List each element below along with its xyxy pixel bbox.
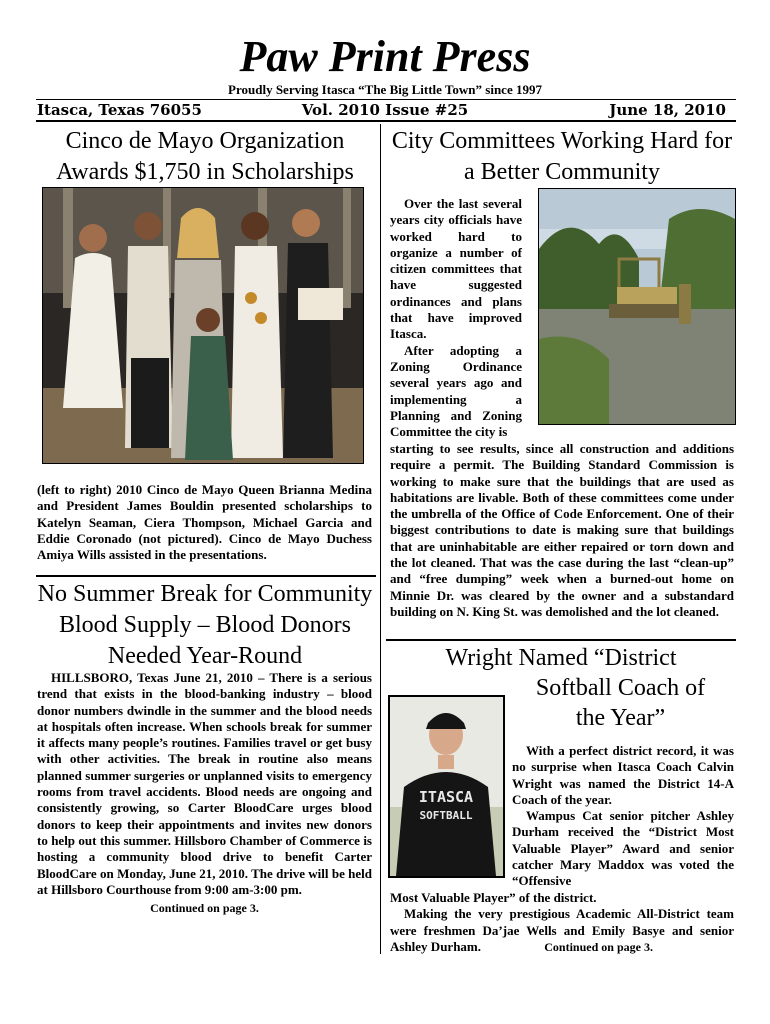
cinco-headline: Cinco de Mayo Organization Awards $1,750 in Scholarships: [56, 128, 354, 185]
newspaper-title: Paw Print Press: [239, 32, 531, 81]
wright-body-wide: [390, 890, 734, 955]
coach-portrait-image: [390, 697, 503, 876]
wright-paragraph-2a: Wampus Cat senior pitcher Ashley Durham received the “District Most Valuable Player” Award and senior catcher Mary Maddox was voted the “Offensive: [512, 808, 734, 889]
cinco-photo: [42, 187, 364, 464]
wright-continued: Continued on page 3.: [544, 939, 653, 954]
blood-paragraph: HILLSBORO, Texas June 21, 2010 – There is a serious trend that exists in the blood-banking industry – blood donor numbers dwindle in the summer and the blood needs at hospitals often increase. When schools break for summer it affects many people’s routines. Families travel or get busy with other activities. The break in routine also means planned summer surgeries or unplanned visits to emergency rooms from travel accidents. Blood needs are ongoing and consistently growing, so Carter BloodCare urges blood donors to keep their appointments and invites new donors to help out this summer. Hillsboro Chamber of Commerce is hosting a community blood drive to benefit Carter BloodCare on Monday, June 21, 2010. The drive will be held at Hillsboro Courthouse from 9:00 am-3:00 pm.: [37, 670, 372, 897]
city-separator: [386, 639, 736, 641]
blood-body: [37, 670, 372, 916]
wright-paragraph-1: With a perfect district record, it was no surprise when Itasca Coach Calvin Wright was named the District 14-A Coach of the year.: [512, 743, 734, 807]
city-paragraph-2b: starting to see results, since all construction and additions require a permit. The Building Standard Commission is working to make sure that the buildings that are used as habitations are livable. Both of these committees come under the umbrella of the Office of Code Enforcement. One of their biggest contributions to date is making sure that buildings that are uninhabitable are either repaired or torn down and the lot cleaned. That was the case during the last “clean-up” and “free dumping” week when a burned-out home on Minnie Dr. was cleared by the owner and a substandard building on N. King St. was demolished and the lot cleaned.: [390, 441, 734, 619]
wright-paragraph-3-text: Making the very prestigious Academic All-District team were freshmen Da’jae Wells and Emily Basye and senior Ashley Durham.: [390, 906, 734, 954]
city-paragraph-1: Over the last several years city officials have worked hard to organize a number of citizen committees that have suggested ordinances and plans that have improved Itasca.: [390, 196, 522, 342]
column-divider: [380, 124, 381, 954]
issue-number: Vol. 2010 Issue #25: [301, 101, 469, 119]
city-headline: City Committees Working Hard for a Better Community: [391, 128, 733, 185]
blood-headline: No Summer Break for Community Blood Supply – Blood Donors Needed Year-Round: [37, 581, 373, 669]
group-photo-image: [43, 188, 363, 463]
shirt-text-softball: SOFTBALL: [419, 809, 473, 822]
cinco-separator: [36, 575, 376, 577]
city-paragraph-2a: After adopting a Zoning Ordinance several years ago and implementing a Planning and Zoning Committee the city is: [390, 342, 522, 440]
wright-headline-line1: Wright Named “District: [445, 645, 677, 671]
wright-photo: [388, 695, 505, 878]
city-photo: [538, 188, 736, 425]
issue-date: June 18, 2010: [609, 101, 726, 119]
shirt-text-itasca: ITASCA: [418, 788, 474, 806]
blood-continued: Continued on page 3.: [150, 901, 259, 916]
wright-headline-line2: Softball Coach of: [535, 675, 706, 701]
tagline: Proudly Serving Itasca “The Big Little Town” since 1997: [228, 82, 542, 97]
masthead-top-rule: [36, 99, 736, 100]
city-body-narrow: [390, 196, 522, 440]
masthead-bottom-rule: [36, 120, 736, 122]
bulldozer-lot-image: [539, 189, 735, 424]
wright-body-narrow: [512, 743, 734, 890]
city-body-wide: [390, 441, 734, 620]
wright-paragraph-2b: Most Valuable Player” of the district.: [390, 890, 597, 905]
location: Itasca, Texas 76055: [37, 101, 202, 119]
cinco-caption: (left to right) 2010 Cinco de Mayo Queen Brianna Medina and President James Bouldin presented scholarships to Katelyn Seaman, Ciera Thompson, Michael Garcia and Eddie Coronado (not pictured). Cinco de Mayo Duchess Amiya Wills assisted in the presentations.: [37, 482, 372, 563]
wright-paragraph-3: [390, 906, 734, 955]
wright-headline-line3: the Year”: [575, 705, 666, 731]
